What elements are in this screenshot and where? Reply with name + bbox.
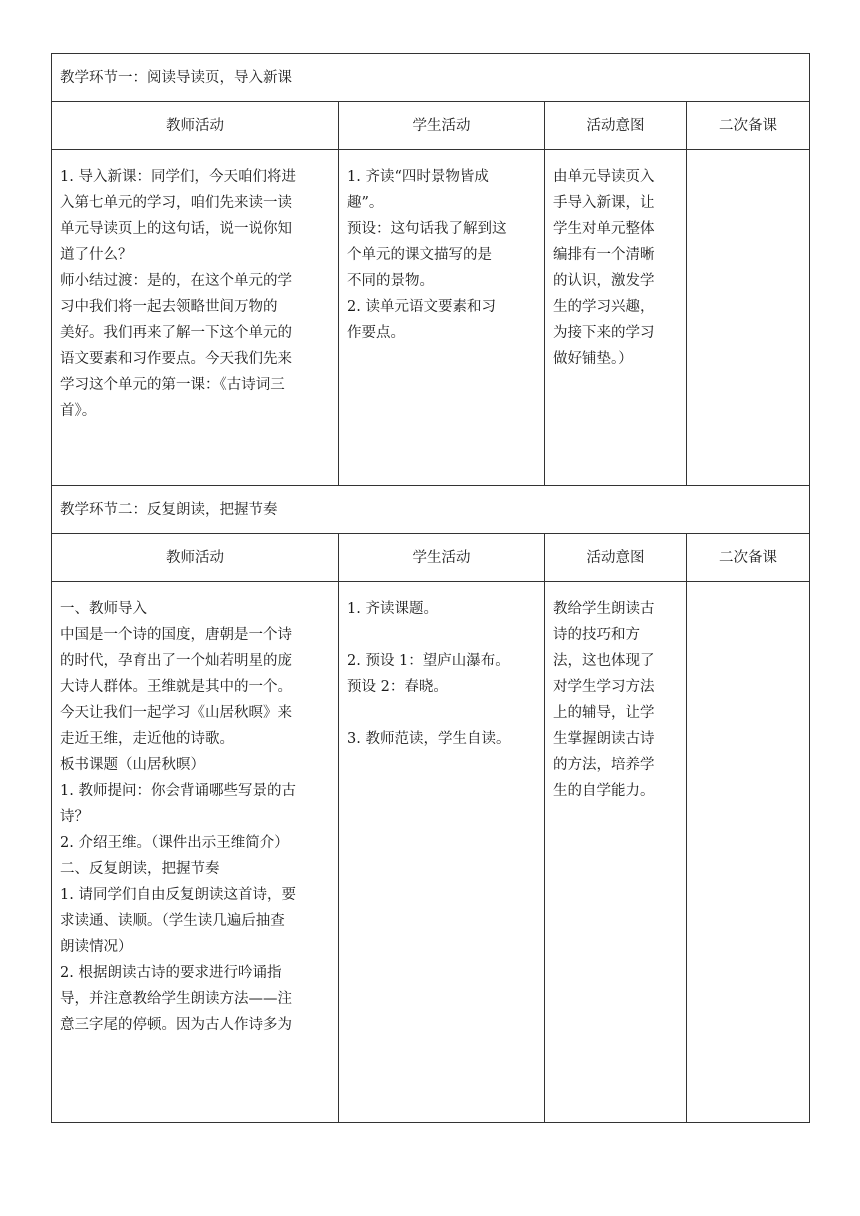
text-line: 板书课题（山居秋暝）: [60, 757, 205, 773]
text-line: 由单元导读页入: [553, 169, 655, 185]
text-line: 导，并注意教给学生朗读方法——注: [60, 991, 292, 1007]
header-teacher-activity: 教师活动: [52, 534, 339, 582]
text-line: 手导入新课，让: [553, 195, 655, 211]
text-line: 的方法，培养学: [553, 757, 655, 773]
text-line: 生的自学能力。: [553, 783, 655, 799]
text-line: 单元导读页上的这句话，说一说你知: [60, 221, 292, 237]
section-2-intent-cell: [545, 582, 687, 1123]
text-line: 道了什么？: [60, 247, 133, 263]
text-line: 2. 读单元语文要素和习: [347, 299, 496, 315]
text-line: 1. 教师提问：你会背诵哪些写景的古: [60, 783, 296, 799]
text-line: 1. 齐读课题。: [347, 601, 438, 617]
lesson-plan-table: [51, 53, 810, 1123]
header-activity-intent: 活动意图: [545, 534, 687, 582]
text-line: 入第七单元的学习，咱们先来读一读: [60, 195, 292, 211]
text-line: [347, 700, 537, 726]
text-line: 2. 根据朗读古诗的要求进行吟诵指: [60, 965, 282, 981]
text-line: 中国是一个诗的国度，唐朝是一个诗: [60, 627, 292, 643]
section-2-content-row: [52, 582, 810, 1123]
section-1-title-row: [52, 54, 810, 102]
section-2-student-cell: [339, 582, 545, 1123]
text-line: 语文要素和习作要点。今天我们先来: [60, 351, 292, 367]
text-line: 朗读情况）: [60, 939, 133, 955]
text-line: 走近王维，走近他的诗歌。: [60, 731, 234, 747]
text-line: 编排有一个清晰: [553, 247, 655, 263]
text-line: 1. 请同学们自由反复朗读这首诗，要: [60, 887, 296, 903]
section-2-teacher-cell: [52, 582, 339, 1123]
text-line: 个单元的课文描写的是: [347, 247, 492, 263]
text-line: 2. 介绍王维。（课件出示王维简介）: [60, 835, 289, 851]
section-2-second-preparation-cell: [687, 582, 810, 1123]
text-line: 不同的景物。: [347, 273, 434, 289]
header-second-preparation: 二次备课: [687, 534, 810, 582]
header-activity-intent: 活动意图: [545, 102, 687, 150]
header-student-activity: 学生活动: [339, 102, 545, 150]
text-line: [347, 622, 537, 648]
header-student-activity: 学生活动: [339, 534, 545, 582]
section-2-title-row: [52, 486, 810, 534]
text-line: 教给学生朗读古: [553, 601, 655, 617]
text-line: 3. 教师范读，学生自读。: [347, 731, 511, 747]
text-line: 的时代，孕育出了一个灿若明星的庞: [60, 653, 292, 669]
section-1-header-row: [52, 102, 810, 150]
text-line: 2. 预设 1：望庐山瀑布。: [347, 653, 510, 669]
text-line: 1. 导入新课：同学们，今天咱们将进: [60, 169, 296, 185]
section-1-teacher-cell: [52, 150, 339, 486]
text-line: 二、反复朗读，把握节奏: [60, 861, 220, 877]
text-line: 预设 2：春晓。: [347, 679, 448, 695]
text-line: 生的学习兴趣，: [553, 299, 655, 315]
text-line: 预设：这句话我了解到这: [347, 221, 507, 237]
header-teacher-activity: 教师活动: [52, 102, 339, 150]
text-line: 大诗人群体。王维就是其中的一个。: [60, 679, 292, 695]
text-line: 上的辅导，让学: [553, 705, 655, 721]
text-line: 意三字尾的停顿。因为古人作诗多为: [60, 1017, 292, 1033]
text-line: 习中我们将一起去领略世间万物的: [60, 299, 278, 315]
text-line: 作要点。: [347, 325, 405, 341]
text-line: 的认识，激发学: [553, 273, 655, 289]
section-2-header-row: [52, 534, 810, 582]
text-line: 学习这个单元的第一课：《古诗词三: [60, 377, 285, 393]
text-line: 一、教师导入: [60, 601, 147, 617]
text-line: 美好。我们再来了解一下这个单元的: [60, 325, 292, 341]
section-1-student-cell: [339, 150, 545, 486]
text-line: 诗的技巧和方: [553, 627, 640, 643]
text-line: 学生对单元整体: [553, 221, 655, 237]
section-1-title: 教学环节一：阅读导读页，导入新课: [52, 54, 810, 102]
text-line: 今天让我们一起学习《山居秋暝》来: [60, 705, 292, 721]
text-line: 师小结过渡：是的，在这个单元的学: [60, 273, 292, 289]
text-line: 为接下来的学习: [553, 325, 655, 341]
text-line: 首》。: [60, 403, 97, 419]
section-1-content-row: [52, 150, 810, 486]
text-line: 法，这也体现了: [553, 653, 655, 669]
text-line: 诗？: [60, 809, 89, 825]
text-line: 生掌握朗读古诗: [553, 731, 655, 747]
section-2-title: 教学环节二：反复朗读，把握节奏: [52, 486, 810, 534]
header-second-preparation: 二次备课: [687, 102, 810, 150]
text-line: 对学生学习方法: [553, 679, 655, 695]
text-line: 趣”。: [347, 195, 384, 211]
text-line: 1. 齐读“四时景物皆成: [347, 169, 489, 185]
text-line: 做好铺垫。）: [553, 351, 633, 367]
text-line: 求读通、读顺。（学生读几遍后抽查: [60, 913, 285, 929]
section-1-intent-cell: [545, 150, 687, 486]
section-1-second-preparation-cell: [687, 150, 810, 486]
